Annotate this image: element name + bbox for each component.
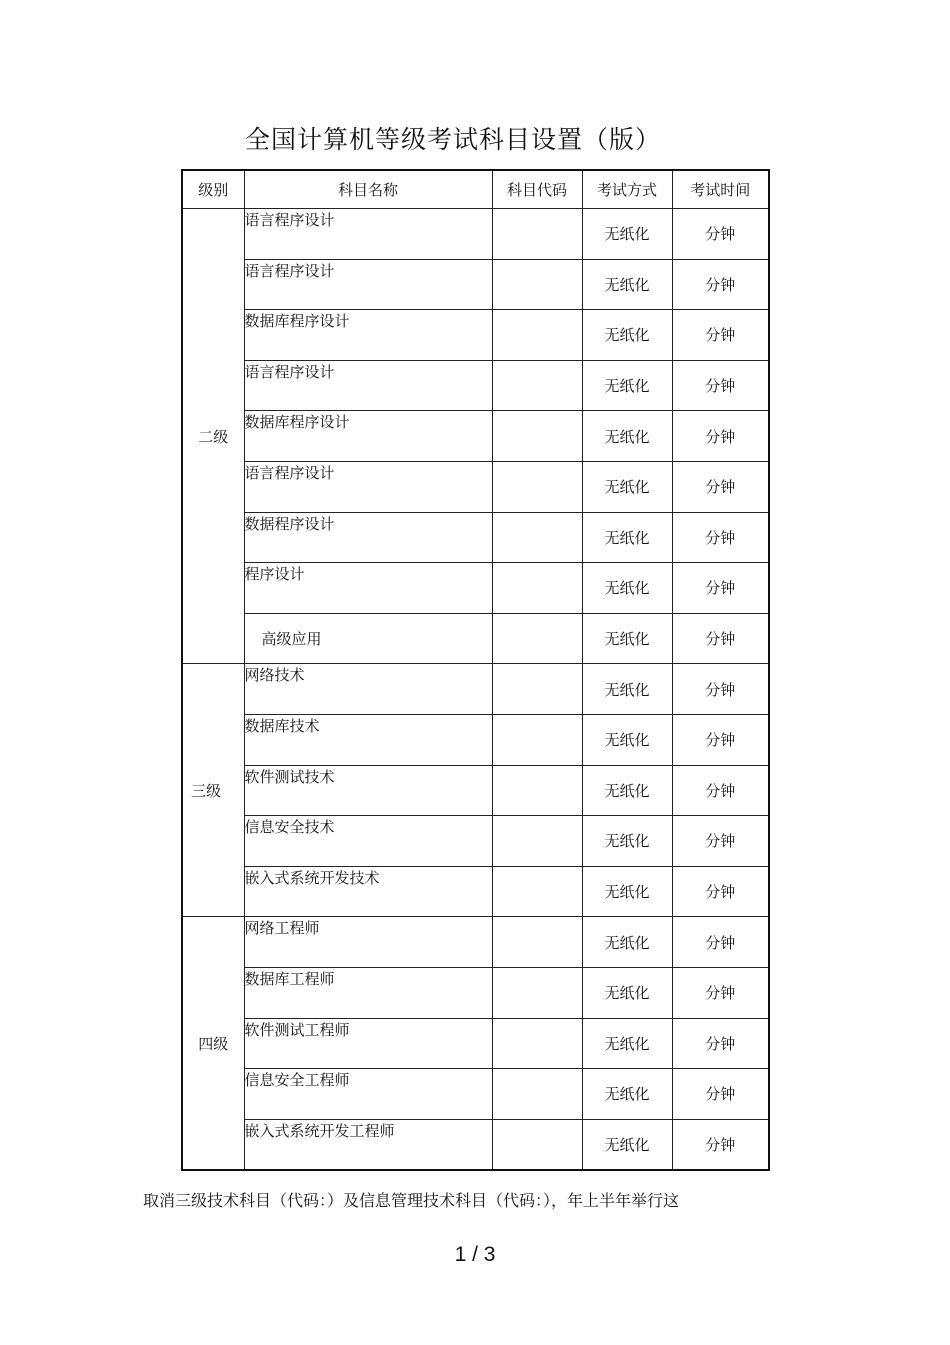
exam-time-cell: 分钟 bbox=[672, 563, 769, 614]
subject-name-cell: 网络工程师 bbox=[244, 917, 492, 968]
subject-code-cell bbox=[492, 209, 582, 260]
subject-name-cell: 信息安全工程师 bbox=[244, 1069, 492, 1120]
exam-time-cell: 分钟 bbox=[672, 866, 769, 917]
exam-mode-cell: 无纸化 bbox=[582, 866, 672, 917]
exam-mode-cell: 无纸化 bbox=[582, 461, 672, 512]
table-row bbox=[182, 714, 769, 765]
subject-name-cell: 数据库程序设计 bbox=[244, 310, 492, 361]
table-row bbox=[182, 461, 769, 512]
subject-code-cell bbox=[492, 1119, 582, 1170]
table-row bbox=[182, 664, 769, 715]
table-row bbox=[182, 866, 769, 917]
subject-code-cell bbox=[492, 411, 582, 462]
subject-name-cell: 语言程序设计 bbox=[244, 360, 492, 411]
subject-name-cell: 语言程序设计 bbox=[244, 461, 492, 512]
exam-mode-cell: 无纸化 bbox=[582, 714, 672, 765]
exam-time-cell: 分钟 bbox=[672, 765, 769, 816]
subject-code-cell bbox=[492, 613, 582, 664]
table-row bbox=[182, 563, 769, 614]
table-row bbox=[182, 411, 769, 462]
level-cell: 三级 bbox=[182, 664, 244, 917]
exam-mode-cell: 无纸化 bbox=[582, 1018, 672, 1069]
subject-code-cell bbox=[492, 1018, 582, 1069]
subject-name-cell: 语言程序设计 bbox=[244, 209, 492, 260]
exam-mode-cell: 无纸化 bbox=[582, 563, 672, 614]
header-level: 级别 bbox=[182, 170, 244, 209]
exam-mode-cell: 无纸化 bbox=[582, 259, 672, 310]
exam-mode-cell: 无纸化 bbox=[582, 816, 672, 867]
page-number: 1 / 3 bbox=[454, 1243, 496, 1266]
exam-mode-cell: 无纸化 bbox=[582, 360, 672, 411]
exam-time-cell: 分钟 bbox=[672, 1119, 769, 1170]
subject-code-cell bbox=[492, 563, 582, 614]
subject-name-cell: 嵌入式系统开发工程师 bbox=[244, 1119, 492, 1170]
exam-time-cell: 分钟 bbox=[672, 360, 769, 411]
subject-name-cell: 数据库程序设计 bbox=[244, 411, 492, 462]
level-cell: 四级 bbox=[182, 917, 244, 1170]
exam-mode-cell: 无纸化 bbox=[582, 1069, 672, 1120]
subject-code-cell bbox=[492, 917, 582, 968]
table-row bbox=[182, 1119, 769, 1170]
table-row bbox=[182, 1069, 769, 1120]
exam-time-cell: 分钟 bbox=[672, 461, 769, 512]
subject-code-cell bbox=[492, 1069, 582, 1120]
table-row bbox=[182, 917, 769, 968]
table-row bbox=[182, 360, 769, 411]
exam-time-cell: 分钟 bbox=[672, 259, 769, 310]
exam-mode-cell: 无纸化 bbox=[582, 664, 672, 715]
exam-time-cell: 分钟 bbox=[672, 1069, 769, 1120]
subject-name-cell: 网络技术 bbox=[244, 664, 492, 715]
subject-code-cell bbox=[492, 512, 582, 563]
page-title: 全国计算机等级考试科目设置（版） bbox=[244, 125, 661, 154]
subject-name-cell: 软件测试工程师 bbox=[244, 1018, 492, 1069]
subject-code-cell bbox=[492, 360, 582, 411]
table-row bbox=[182, 310, 769, 361]
table-row bbox=[182, 209, 769, 260]
exam-mode-cell: 无纸化 bbox=[582, 917, 672, 968]
subject-code-cell bbox=[492, 816, 582, 867]
header-exam-time: 考试时间 bbox=[672, 170, 769, 209]
table-row bbox=[182, 765, 769, 816]
exam-mode-cell: 无纸化 bbox=[582, 512, 672, 563]
subject-code-cell bbox=[492, 967, 582, 1018]
level-cell: 二级 bbox=[182, 209, 244, 664]
subject-name-cell: 高级应用 bbox=[244, 613, 492, 664]
exam-time-cell: 分钟 bbox=[672, 816, 769, 867]
subject-name-cell: 数据程序设计 bbox=[244, 512, 492, 563]
exam-time-cell: 分钟 bbox=[672, 1018, 769, 1069]
table-header-row bbox=[182, 170, 769, 209]
exam-time-cell: 分钟 bbox=[672, 917, 769, 968]
subject-code-cell bbox=[492, 461, 582, 512]
exam-time-cell: 分钟 bbox=[672, 613, 769, 664]
table-row bbox=[182, 512, 769, 563]
table-row bbox=[182, 613, 769, 664]
subject-name-cell: 嵌入式系统开发技术 bbox=[244, 866, 492, 917]
exam-time-cell: 分钟 bbox=[672, 664, 769, 715]
subject-name-cell: 软件测试技术 bbox=[244, 765, 492, 816]
subject-name-cell: 数据库技术 bbox=[244, 714, 492, 765]
table-row bbox=[182, 259, 769, 310]
subject-name-cell: 语言程序设计 bbox=[244, 259, 492, 310]
header-subject-name: 科目名称 bbox=[244, 170, 492, 209]
exam-mode-cell: 无纸化 bbox=[582, 765, 672, 816]
exam-mode-cell: 无纸化 bbox=[582, 613, 672, 664]
exam-mode-cell: 无纸化 bbox=[582, 411, 672, 462]
subject-name-cell: 数据库工程师 bbox=[244, 967, 492, 1018]
subject-name-cell: 信息安全技术 bbox=[244, 816, 492, 867]
exam-mode-cell: 无纸化 bbox=[582, 967, 672, 1018]
exam-mode-cell: 无纸化 bbox=[582, 209, 672, 260]
exam-time-cell: 分钟 bbox=[672, 310, 769, 361]
subject-code-cell bbox=[492, 664, 582, 715]
exam-time-cell: 分钟 bbox=[672, 714, 769, 765]
subject-code-cell bbox=[492, 310, 582, 361]
subject-code-cell bbox=[492, 866, 582, 917]
exam-time-cell: 分钟 bbox=[672, 967, 769, 1018]
exam-time-cell: 分钟 bbox=[672, 411, 769, 462]
subject-code-cell bbox=[492, 714, 582, 765]
header-exam-mode: 考试方式 bbox=[582, 170, 672, 209]
subject-name-cell: 程序设计 bbox=[244, 563, 492, 614]
exam-time-cell: 分钟 bbox=[672, 209, 769, 260]
subject-code-cell bbox=[492, 765, 582, 816]
exam-mode-cell: 无纸化 bbox=[582, 1119, 672, 1170]
table-row bbox=[182, 967, 769, 1018]
header-subject-code: 科目代码 bbox=[492, 170, 582, 209]
table-row bbox=[182, 816, 769, 867]
exam-subject-table bbox=[181, 169, 770, 1171]
exam-mode-cell: 无纸化 bbox=[582, 310, 672, 361]
subject-code-cell bbox=[492, 259, 582, 310]
exam-time-cell: 分钟 bbox=[672, 512, 769, 563]
footnote-text: 取消三级技术科目（代码：）及信息管理技术科目（代码：），年上半年举行这 bbox=[143, 1191, 680, 1210]
table-row bbox=[182, 1018, 769, 1069]
